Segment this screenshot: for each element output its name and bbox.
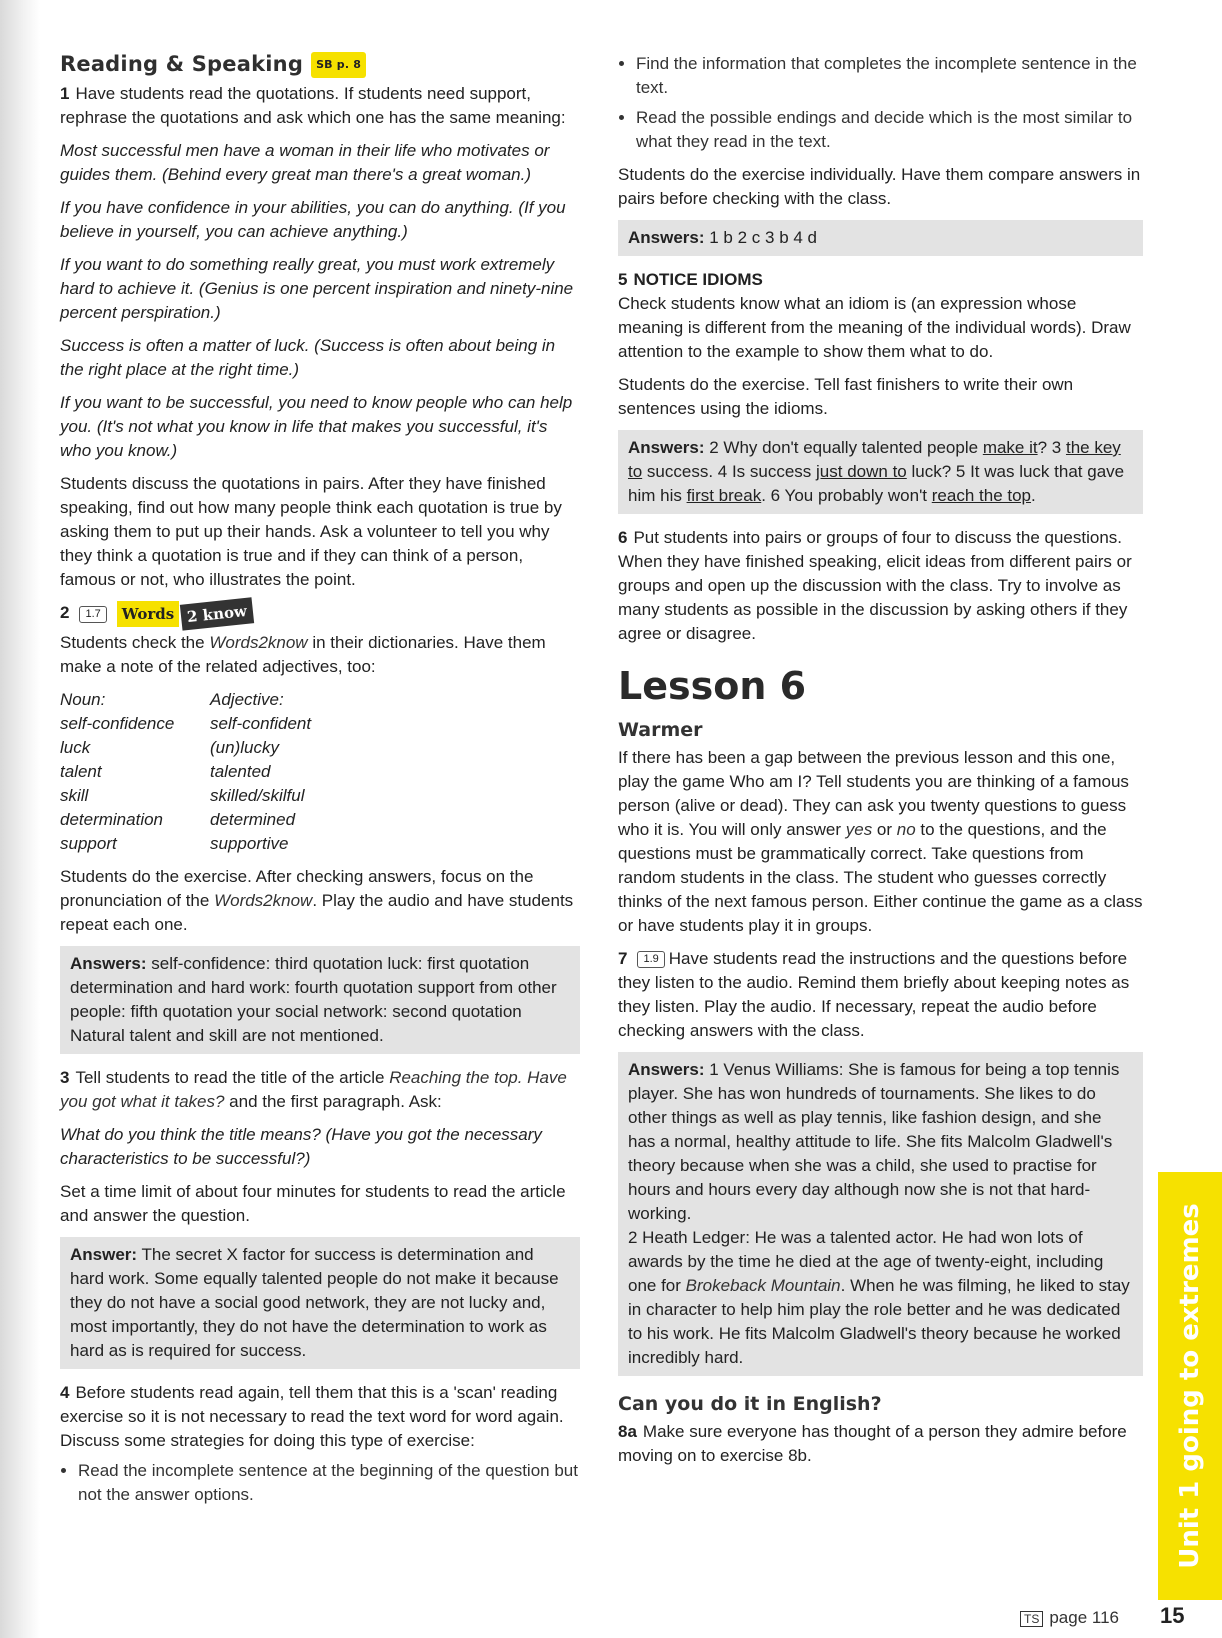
answers-label: Answers: (628, 1060, 705, 1079)
page-reference: page 116 (1049, 1608, 1119, 1627)
vocab-adjective: Adjective: (210, 690, 284, 709)
unit-tab-label: Unit 1 going to extremes (1175, 1203, 1205, 1569)
exercise-number: 3 (60, 1068, 70, 1087)
exercise-number: 5 (618, 270, 628, 289)
text-part: or (872, 820, 897, 839)
idiom: just down to (816, 462, 907, 481)
lesson-title: Lesson 6 (618, 664, 807, 708)
text-part: . When he was filming, he liked to stay in character to help him play the role better and he was dedicated to his work. He fits Malcolm Gladwell's theory because he worked incredibly hard. (628, 1276, 1130, 1367)
vocab-adjective: skilled/skilful (210, 786, 305, 805)
text-part: . (1031, 486, 1036, 505)
exercise-7 (618, 947, 1143, 1043)
answers-label: Answers: (628, 438, 705, 457)
answers-label: Answers: (628, 228, 705, 247)
vocab-adjective: talented (210, 762, 271, 781)
text-part: success. 4 Is success (642, 462, 817, 481)
exercise-title: NOTICE IDIOMS (633, 270, 763, 289)
exercise-5-heading (618, 268, 1143, 292)
exercise-5-followup: Students do the exercise. Tell fast finishers to write their own sentences using the idioms. (618, 375, 1074, 418)
italic-word: yes (845, 820, 873, 839)
sb-page-badge: SB p. 8 (311, 52, 366, 78)
exercise-3-followup: Set a time limit of about four minutes for students to read the article and answer the question. (60, 1182, 566, 1225)
exercise-text: Put students into pairs or groups of four to discuss the questions. When they have finished speaking, elicit ideas from different pairs or groups and open up the discussion with the class. Try to involve as many students as possible in the discussion by asking others if they agree or disagree. (618, 528, 1132, 643)
quote-4: Success is often a matter of luck. (Success is often about being in the right place at the right time.) (60, 336, 556, 379)
vocab-noun: talent (60, 762, 102, 781)
italic-term: Words2know (214, 891, 313, 910)
strategy-item: • Read the incomplete sentence at the beginning of the question but not the answer options. (78, 1459, 580, 1507)
text-part: Tell students to read the title of the article (75, 1068, 390, 1087)
section-title: Reading & Speaking (60, 52, 304, 76)
italic-term: Words2know (209, 633, 308, 652)
exercise-text: Before students read again, tell them that this is a 'scan' reading exercise so it is not necessary to read the text word for word again. Discuss some strategies for doing this type of exercise: (60, 1383, 564, 1450)
text-part: and the first paragraph. Ask: (224, 1092, 442, 1111)
answer-label: Answer: (70, 1245, 138, 1264)
left-column (60, 52, 580, 1516)
idiom: reach the top (931, 486, 1032, 505)
idiom: make it (982, 438, 1038, 457)
answers-box-7 (618, 1052, 1143, 1376)
vocab-noun: skill (60, 786, 89, 805)
text-part: . 6 You probably won't (761, 486, 932, 505)
quote-2: If you have confidence in your abilities, you can do anything. (If you believe in yourself, you can achieve anything.) (60, 198, 566, 241)
answers-note: Natural talent and skill are not mentioned. (70, 1026, 384, 1045)
audio-track-badge: 1.9 (637, 951, 664, 968)
exercise-4-followup: Students do the exercise individually. Have them compare answers in pairs before checking with the class. (618, 165, 1141, 208)
text-part: 2 Why don't equally talented people (704, 438, 983, 457)
vocab-adjective: supportive (210, 834, 289, 853)
right-column (618, 52, 1143, 1477)
section-heading (60, 52, 580, 78)
logo-words: Words (117, 601, 179, 627)
exercise-2-text (60, 631, 580, 679)
ts-badge: TS (1020, 1611, 1043, 1627)
vocab-noun: luck (60, 738, 91, 757)
exercise-3 (60, 1066, 580, 1114)
exercise-number: 4 (60, 1383, 70, 1402)
logo-know: 2 know (180, 597, 254, 630)
text-part: to the questions, and the questions must be grammatically correct. Take questions from random students in the class. The student who guesses correctly thinks of the next famous person. Either continue the game as a class or have students play it in groups. (618, 820, 1143, 935)
answers-text: 1 b 2 c 3 b 4 d (704, 228, 817, 247)
vocab-noun: support (60, 834, 117, 853)
exercise-1 (60, 82, 580, 130)
exercise-number: 1 (60, 84, 70, 103)
text-part: 2 Heath Ledger: He was a talented actor. He had won lots of awards by the time he died at the age of twenty-eight, including one for (628, 1228, 1104, 1295)
page-footer (1020, 1608, 1119, 1628)
can-you-heading: Can you do it in English? (618, 1393, 882, 1415)
answers-label: Answers: (70, 954, 147, 973)
exercise-number: 6 (618, 528, 628, 547)
quote-5: If you want to be successful, you need to know people who can help you. (It's not what you know in life that makes you successful, it's who you know.) (60, 393, 573, 460)
exercise-2-heading (60, 601, 580, 627)
text-part: luck? 5 It was luck that gave him his (628, 462, 1125, 505)
page-gutter-shade (0, 0, 40, 1638)
answers-box-4 (618, 220, 1143, 256)
film-title: Brokeback Mountain (685, 1276, 841, 1295)
strategy-list-continued (618, 52, 1143, 154)
vocab-noun: self-confidence (60, 714, 175, 733)
exercise-text: Have students read the instructions and the questions before they listen to the audio. Remind them briefly about keeping notes as they listen. Play the audio. If necessary, repeat the audio before checking answers with the class. (618, 949, 1130, 1040)
warmer-heading: Warmer (618, 719, 703, 741)
answers-text: self-confidence: third quotation luck: first quotation determination and hard work: fourth quotation support from other people: fifth quotation your social network: second quotation (70, 954, 557, 1021)
vocab-adjective: self-confident (210, 714, 312, 733)
exercise-6 (618, 526, 1143, 646)
answers-box-5 (618, 430, 1143, 514)
article-title: Reaching the top. Have you got what it takes? (60, 1068, 567, 1111)
strategy-list (60, 1459, 580, 1507)
text-part: If there has been a gap between the previous lesson and this one, play the game Who am I? Tell students you are thinking of a famous person (alive or dead). They can ask you twenty questions to guess who it is. You will only answer (618, 748, 1129, 839)
vocab-noun: Noun: (60, 690, 106, 709)
exercise-2-followup (60, 865, 580, 937)
exercise-5-text: Check students know what an idiom is (an expression whose meaning is different from the meaning of the individual words). Draw attention to the example to show them what to do. (618, 294, 1131, 361)
vocab-table (60, 688, 580, 856)
strategy-item: • Find the information that completes the incomplete sentence in the text. (636, 52, 1143, 100)
exercise-4 (60, 1381, 580, 1453)
vocab-adjective: (un)lucky (210, 738, 279, 757)
quote-1: Most successful men have a woman in their life who motivates or guides them. (Behind every great man there's a great woman.) (60, 141, 550, 184)
exercise-8a (618, 1420, 1143, 1468)
unit-side-tab (1158, 1172, 1222, 1600)
exercise-1-followup: Students discuss the quotations in pairs. After they have finished speaking, find out how many people think each quotation is true by asking them to put up their hands. Ask a volunteer to tell you why they think a quotation is true and if they can think of a person, famous or not, who illustrates the point. (60, 474, 562, 589)
exercise-text: Make sure everyone has thought of a person they admire before moving on to exercise 8b. (618, 1422, 1127, 1465)
warmer-text (618, 746, 1143, 938)
exercise-number: 8a (618, 1422, 637, 1441)
idiom: first break (686, 486, 762, 505)
answer-box-3 (60, 1237, 580, 1369)
text-part: ? 3 (1037, 438, 1066, 457)
text-part: . Play the audio and have students repeat each one. (60, 891, 574, 934)
text-part: Students check the (60, 633, 210, 652)
exercise-text: Have students read the quotations. If students need support, rephrase the quotations and ask which one has the same meaning: (60, 84, 566, 127)
vocab-adjective: determined (210, 810, 296, 829)
audio-track-badge: 1.7 (79, 606, 106, 623)
text-part: in their dictionaries. Have them make a note of the related adjectives, too: (60, 633, 546, 676)
answers-box-2 (60, 946, 580, 1054)
text-part: Students do the exercise. After checking answers, focus on the pronunciation of the (60, 867, 534, 910)
quote-3: If you want to do something really great, you must work extremely hard to achieve it. (Genius is one percent inspiration and ninety-nine percent perspiration.) (60, 255, 574, 322)
italic-word: no (896, 820, 916, 839)
page-number: 15 (1160, 1603, 1185, 1628)
idiom: the key to (628, 438, 1121, 481)
words2know-logo (117, 601, 253, 627)
exercise-number: 2 (60, 603, 70, 623)
strategy-item: • Read the possible endings and decide which is the most similar to what they read in the text. (636, 106, 1143, 154)
exercise-3-question: What do you think the title means? (Have you got the necessary characteristics to be successful?) (60, 1125, 542, 1168)
answer-text: The secret X factor for success is determination and hard work. Some equally talented people do not make it because they do not have a social good network, they are not lucky and, most importantly, they do not have the determination to work as hard as is required for success. (70, 1245, 559, 1360)
vocab-noun: determination (60, 810, 164, 829)
exercise-number: 7 (618, 949, 628, 968)
answer-1: 1 Venus Williams: She is famous for being a top tennis player. She has won hundreds of tournaments. She likes to do other things as well as play tennis, like fashion design, and she has a normal, healthy attitude to life. She fits Malcolm Gladwell's theory because when she was a child, she used to practise for hours and hours every day although now she is not that hard-working. (628, 1060, 1120, 1223)
